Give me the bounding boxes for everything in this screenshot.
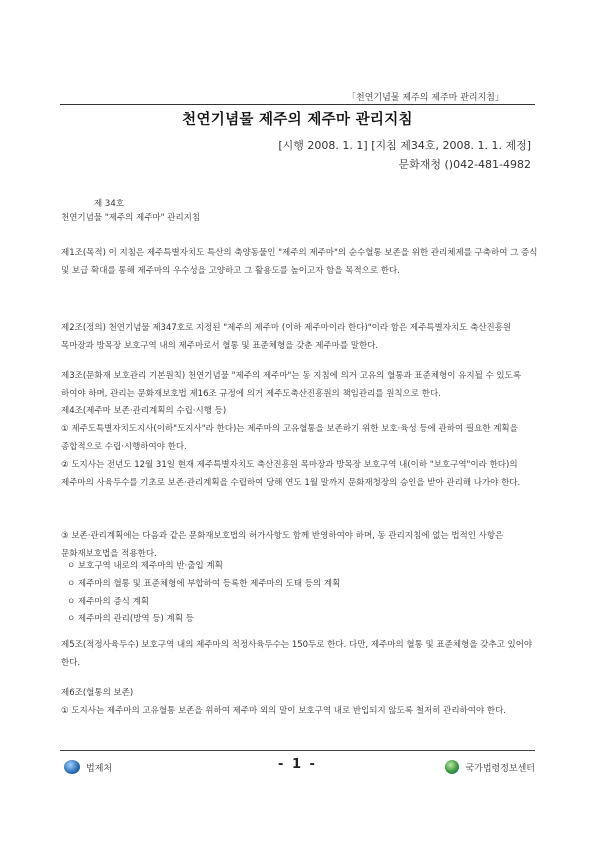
list-item: ㅇ 제주마의 증식 계획: [67, 596, 150, 607]
footer-divider: [60, 750, 535, 751]
agency-contact: 문화재청 ()042-481-4982: [398, 158, 531, 171]
enforcement-meta: [시행 2008. 1. 1] [지침 제34호, 2008. 1. 1. 제정]: [278, 139, 531, 152]
header-tag: 「천연기념물 제주의 제주마 관리지침」: [347, 93, 504, 103]
list-item: ㅇ 제주마의 혈통 및 표준체형에 부합하여 등록한 제주마의 도태 등의 계획: [67, 578, 341, 589]
article-6-para-1: ① 도지사는 제주마의 고유혈통 보존을 위하여 제주마 외의 말이 보호구역 내로 반입되지 않도록 철저히 관리하여야 한다.: [61, 706, 506, 716]
article-4-para-1: ① 제주도특별자치도지사(이하"도지사"라 한다)는 제주마의 고유혈통을 보존하기 위한 보호·육성 등에 관하여 필요한 계획을 종합적으로 수립·시행하여야 한다.: [61, 424, 518, 452]
article-2: 제2조(정의) 천연기념물 제347호로 지정된 "제주의 제주마 (이하 제주마이라 한다)"이라 함은 제주특별자치도 축산진흥원 목마장과 방목장 보호구역 내의 제주마로서 혈통 및 표준체형을 갖춘 제주마를 말한다.: [61, 323, 512, 351]
doc-subject: 천연기념물 "제주의 제주마" 관리지침: [61, 213, 201, 223]
article-1: 제1조(목적) 이 지침은 제주특별자치도 특산의 축양동물인 "제주의 제주마"의 순수혈통 보존을 위한 관리체제를 구축하여 그 증식 및 보급 확대를 통해 제주마의 우수성을 고양하고 그 활용도를 높이고자 함을 목적으로 한다.: [61, 248, 538, 276]
header-divider: [60, 104, 535, 105]
article-4-list: [67, 558, 340, 629]
doc-number: 제 34호: [94, 199, 124, 209]
list-item: ㅇ 보호구역 내로의 제주마의 반·출입 계획: [67, 561, 223, 571]
article-5: 제5조(적정사육두수) 보호구역 내의 제주마의 적정사육두수는 150두로 한다. 다만, 제주마의 혈통 및 표준체형을 갖추고 있어야 한다.: [61, 640, 533, 668]
footer-right: [445, 760, 535, 774]
page-title: 천연기념물 제주의 제주마 관리지침: [182, 112, 413, 128]
list-item: ㅇ 제주마의 관리(방역 등) 계획 등: [67, 614, 194, 625]
footer-right-label: 국가법령정보센터: [465, 763, 535, 774]
page-number: - 1 -: [278, 757, 317, 772]
article-4-para-3: ③ 보존·관리계획에는 다음과 같은 문화재보호법의 허가사항도 함께 반영하여야 하며, 동 관리지침에 없는 법적인 사항은 문화재보호법을 적용한다.: [61, 531, 504, 559]
article-4-title: 제4조(제주마 보존·관리계획의 수립·시행 등): [61, 406, 227, 416]
law-center-logo-icon: [445, 760, 459, 774]
article-6-title: 제6조(혈통의 보존): [61, 688, 134, 698]
footer-left-label: 법제처: [86, 763, 113, 774]
article-3: 제3조(문화재 보호관리 기본원칙) 천연기념물 "제주의 제주마"는 동 지침에 의거 고유의 혈통과 표준체형이 유지될 수 있도록 하여야 하며, 관리는 문화재보호법 제16조 규정에 의거 제주도축산진흥원의 책임관리를 원칙으로 한다.: [61, 371, 522, 399]
article-4-para-2: ② 도지사는 전년도 12월 31일 현재 제주특별자치도 축산진흥원 목마장과 방목장 보호구역 내(이하 "보호구역"이라 한다)의 제주마의 사육두수를 기초로 보존·관리계획을 수립하여 당해 연도 1월 말까지 문화재청장의 승인을 받아 관리해 나가야 한다.: [61, 460, 521, 488]
